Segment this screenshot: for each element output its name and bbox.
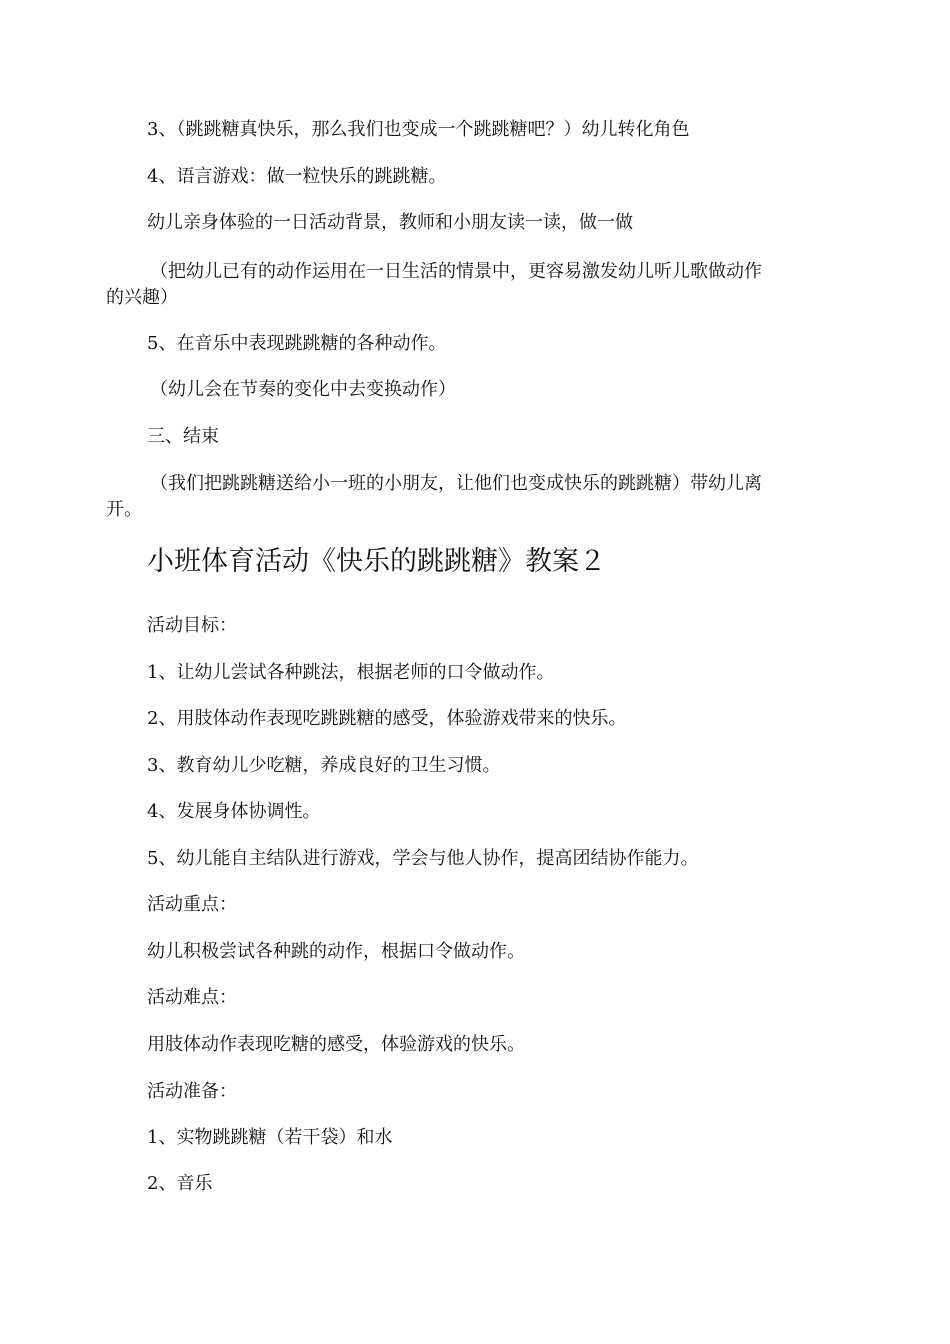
key-point-text: 幼儿积极尝试各种跳的动作，根据口令做动作。 — [147, 941, 525, 962]
preparation-item: 1、实物跳跳糖（若干袋）和水 — [147, 1127, 393, 1148]
goal-item: 2、用肢体动作表现吃跳跳糖的感受，体验游戏带来的快乐。 — [147, 708, 627, 729]
note-1-line-2: 的兴趣） — [106, 287, 178, 308]
lesson-plan-title: 小班体育活动《快乐的跳跳糖》教案２ — [147, 546, 606, 577]
section-ending-heading: 三、结束 — [147, 426, 219, 447]
experience-text: 幼儿亲身体验的一日活动背景，教师和小朋友读一读，做一做 — [147, 212, 633, 233]
key-point-heading: 活动重点： — [147, 894, 237, 915]
goal-item: 1、让幼儿尝试各种跳法，根据老师的口令做动作。 — [147, 662, 555, 683]
goal-item: 4、发展身体协调性。 — [147, 801, 321, 822]
step-3-text: 3、（跳跳糖真快乐，那么我们也变成一个跳跳糖吧？）幼儿转化角色 — [147, 119, 690, 140]
preparation-item: 2、音乐 — [147, 1173, 213, 1194]
ending-line-2: 开。 — [106, 499, 142, 520]
difficulty-text: 用肢体动作表现吃糖的感受，体验游戏的快乐。 — [147, 1034, 525, 1055]
difficulty-heading: 活动难点： — [147, 987, 237, 1008]
step-4-text: 4、语言游戏：做一粒快乐的跳跳糖。 — [147, 166, 447, 187]
goals-heading: 活动目标： — [147, 615, 237, 636]
ending-line-1: （我们把跳跳糖送给小一班的小朋友，让他们也变成快乐的跳跳糖）带幼儿离 — [150, 473, 762, 494]
goal-item: 5、幼儿能自主结队进行游戏，学会与他人协作，提高团结协作能力。 — [147, 848, 699, 869]
preparation-heading: 活动准备： — [147, 1081, 237, 1102]
goal-item: 3、教育幼儿少吃糖，养成良好的卫生习惯。 — [147, 755, 501, 776]
note-2-text: （幼儿会在节奏的变化中去变换动作） — [150, 379, 456, 400]
note-1-line-1: （把幼儿已有的动作运用在一日生活的情景中，更容易激发幼儿听儿歌做动作 — [150, 261, 762, 282]
step-5-text: 5、在音乐中表现跳跳糖的各种动作。 — [147, 333, 447, 354]
